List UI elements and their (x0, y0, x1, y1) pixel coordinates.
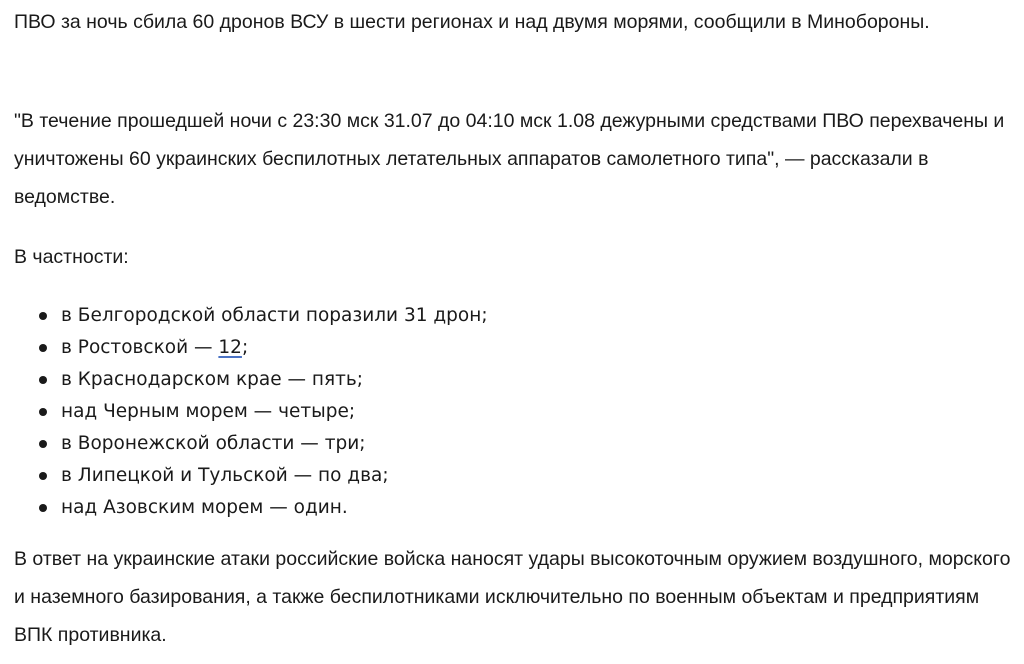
regions-list (14, 300, 488, 524)
list-item (14, 396, 488, 428)
bullet-icon (39, 472, 47, 480)
list-item (14, 492, 488, 524)
list-item-prefix: в Ростовской — (61, 337, 219, 358)
bullet-icon (39, 408, 47, 416)
list-item (14, 300, 488, 332)
bullet-icon (39, 312, 47, 320)
list-item (14, 332, 488, 364)
bullet-icon (39, 504, 47, 512)
list-item (14, 428, 488, 460)
list-item-text: над Азовским морем — один. (61, 497, 348, 518)
quote-paragraph: "В течение прошедшей ночи с 23:30 мск 31.07 до 04:10 мск 1.08 дежурными средствами ПВО перехвачены и уничтожены 60 украинских беспилотных летательных аппаратов самолетного типа", — рассказали в ведомстве. (14, 110, 1005, 208)
list-intro: В частности: (14, 246, 129, 268)
list-item-text: в Липецкой и Тульской — по два; (61, 465, 389, 486)
bullet-icon (39, 440, 47, 448)
list-item-text: над Черным морем — четыре; (61, 401, 356, 422)
list-item (14, 460, 488, 492)
list-item-text: в Воронежской области — три; (61, 433, 366, 454)
underlined-number: 12 (218, 337, 242, 358)
list-item-suffix: ; (241, 337, 249, 358)
list-item-text: в Белгородской области поразили 31 дрон; (61, 305, 488, 326)
lead-paragraph: ПВО за ночь сбила 60 дронов ВСУ в шести регионах и над двумя морями, сообщили в Минобороны. (14, 11, 930, 33)
list-item (14, 364, 488, 396)
closing-paragraph: В ответ на украинские атаки российские войска наносят удары высокоточным оружием воздушного, морского и наземного базирования, а также беспилотниками исключительно по военным объектам и предприятиям ВПК противника. (14, 548, 1011, 646)
list-item-text: в Краснодарском крае — пять; (61, 369, 363, 390)
bullet-icon (39, 344, 47, 352)
bullet-icon (39, 376, 47, 384)
